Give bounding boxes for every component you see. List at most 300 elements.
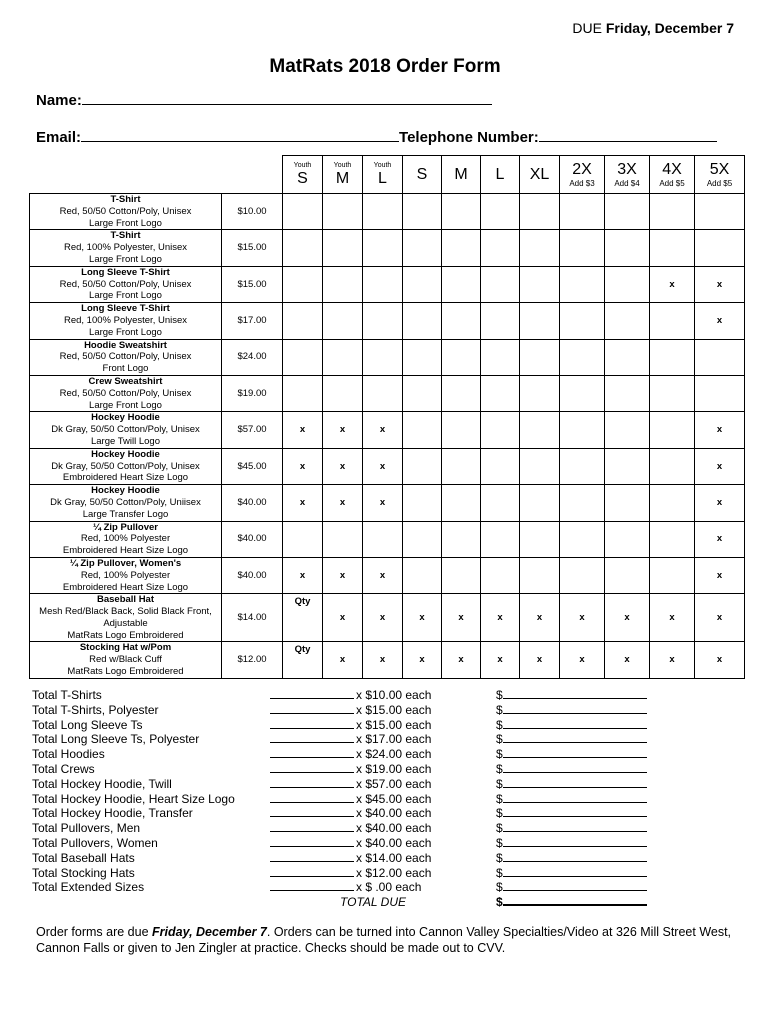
total-label: Total Pullovers, Women [32,835,158,850]
size-qty-cell[interactable] [650,194,695,230]
size-qty-cell[interactable] [520,230,560,266]
size-unavailable-mark: x [695,448,745,484]
size-unavailable-mark: x [323,642,363,678]
unit-price: x $12.00 each [356,865,432,880]
size-qty-cell[interactable] [481,485,520,521]
size-qty-cell[interactable] [442,303,481,339]
item-detail: Large Front Logo [89,217,162,229]
size-label: L [495,165,505,183]
amount-blank[interactable] [503,836,647,847]
size-qty-cell[interactable] [560,485,605,521]
item-title: Long Sleeve T-Shirt [81,266,170,278]
item-description [30,303,222,339]
size-qty-cell[interactable] [605,230,650,266]
total-label: Total Baseball Hats [32,850,135,865]
size-qty-cell[interactable] [403,303,442,339]
size-qty-cell[interactable] [323,303,363,339]
size-qty-cell[interactable] [363,303,403,339]
item-detail: Large Front Logo [89,326,162,338]
total-label: Total Pullovers, Men [32,821,141,836]
size-qty-cell[interactable] [442,194,481,230]
unit-price: x $15.00 each [356,717,432,732]
size-qty-cell[interactable] [605,557,650,593]
size-unavailable-mark: x [403,594,442,642]
unit-price: x $15.00 each [356,702,432,717]
dollar-sign: $ [496,835,503,850]
total-label: Total Long Sleeve Ts, Polyester [32,732,200,747]
size-qty-cell[interactable] [560,266,605,302]
size-qty-cell[interactable] [283,521,323,557]
total-row [32,777,732,792]
table-row [30,339,745,375]
size-unavailable-mark: x [323,412,363,448]
item-detail: Dk Gray, 50/50 Cotton/Poly, Unisex [51,460,200,472]
size-unavailable-mark: x [323,557,363,593]
footer-before: Order forms are due [36,925,153,939]
size-qty-cell[interactable] [442,448,481,484]
total-row [32,836,732,851]
size-qty-cell[interactable] [481,557,520,593]
phone-field[interactable] [539,127,717,142]
size-qty-cell[interactable] [520,557,560,593]
size-qty-cell[interactable] [695,339,745,375]
size-unavailable-mark: x [323,485,363,521]
quantity-blank[interactable] [270,777,354,788]
amount-blank[interactable] [503,703,647,714]
size-qty-cell[interactable] [283,230,323,266]
size-unavailable-mark: x [695,521,745,557]
total-label: Total T-Shirts [32,688,102,702]
size-qty-cell[interactable] [520,194,560,230]
dollar-sign: $ [496,880,503,895]
size-qty-cell[interactable] [403,557,442,593]
item-detail: Dk Gray, 50/50 Cotton/Poly, Unisex [51,424,200,436]
size-qty-cell[interactable] [323,230,363,266]
item-detail: Red, 50/50 Cotton/Poly, Unisex [59,205,192,217]
size-qty-cell[interactable] [481,266,520,302]
amount-wrap [496,703,696,718]
size-unavailable-mark: x [442,642,481,678]
size-qty-cell[interactable] [363,266,403,302]
email-field[interactable] [81,127,399,142]
quantity-blank[interactable] [270,821,354,832]
size-qty-cell[interactable] [363,521,403,557]
size-qty-cell[interactable] [481,230,520,266]
quantity-blank[interactable] [270,718,354,729]
item-title: T-Shirt [110,230,141,242]
table-row [30,642,745,678]
amount-blank[interactable] [503,762,647,773]
item-title: Long Sleeve T-Shirt [81,303,170,315]
size-unavailable-mark: x [605,594,650,642]
item-title: Hockey Hoodie [91,448,160,460]
size-qty-cell[interactable] [323,521,363,557]
due-date: Friday, December 7 [605,20,734,36]
item-detail: Large Front Logo [89,253,162,265]
unit-price: x $24.00 each [356,747,432,762]
size-qty-cell[interactable] [403,339,442,375]
dollar-sign: $ [496,732,503,747]
amount-blank[interactable] [503,747,647,758]
item-price: $12.00 [222,642,283,678]
footer-after: . Orders can be turned into Cannon Valley Specialties/Video at 326 Mill Street West, Cannon Falls or given to Jen Zingler at practice. Checks should be made out to CVV. [36,925,732,955]
size-unavailable-mark: x [403,642,442,678]
size-qty-cell[interactable] [560,230,605,266]
table-row [30,521,745,557]
size-qty-cell[interactable] [481,521,520,557]
size-unavailable-mark: x [650,266,695,302]
size-qty-cell[interactable] [363,375,403,411]
size-qty-cell[interactable] [403,485,442,521]
size-qty-cell[interactable] [650,230,695,266]
size-qty-cell[interactable] [442,521,481,557]
size-youth-label: Youth [373,162,392,169]
size-unavailable-mark: x [363,448,403,484]
quantity-blank-wrap [270,866,356,881]
amount-wrap [496,732,696,747]
table-row [30,266,745,302]
size-qty-cell[interactable] [520,412,560,448]
unit-price: x $19.00 each [356,761,432,776]
size-qty-cell[interactable] [605,303,650,339]
size-qty-cell[interactable] [605,194,650,230]
size-qty-cell[interactable] [520,339,560,375]
size-header [560,156,605,194]
size-qty-cell[interactable] [403,266,442,302]
size-qty-cell[interactable] [481,303,520,339]
amount-blank[interactable] [503,688,647,699]
size-unavailable-mark: x [363,412,403,448]
size-youth-label: Youth [293,162,312,169]
unit-price: x $40.00 each [356,821,432,836]
size-qty-cell[interactable] [481,448,520,484]
size-qty-cell[interactable] [481,339,520,375]
quantity-blank-wrap [270,718,356,733]
size-surcharge: Add $5 [706,178,733,188]
size-unavailable-mark: x [695,594,745,642]
size-qty-cell[interactable] [605,521,650,557]
name-row [36,90,492,109]
item-description [30,521,222,557]
size-header [481,156,520,194]
size-unavailable-mark: x [650,642,695,678]
total-due-label: TOTAL DUE [340,895,407,910]
size-qty-cell[interactable] [442,230,481,266]
size-qty-cell[interactable] [283,194,323,230]
size-qty-cell[interactable] [442,266,481,302]
quantity-blank[interactable] [270,762,354,773]
size-qty-cell[interactable] [363,194,403,230]
name-label: Name: [36,92,82,109]
amount-wrap [496,880,696,895]
amount-blank[interactable] [503,777,647,788]
email-label: Email: [36,129,82,146]
dollar-sign: $ [496,895,503,910]
item-detail: Large Twill Logo [90,435,160,447]
total-row [32,747,732,762]
size-qty-cell[interactable] [560,194,605,230]
size-qty-cell[interactable] [323,266,363,302]
item-description [30,412,222,448]
size-qty-cell[interactable] [650,557,695,593]
page-title: MatRats 2018 Order Form [269,56,501,77]
dollar-sign: $ [496,776,503,791]
size-qty-cell[interactable] [520,375,560,411]
item-detail: Front Logo [102,363,149,375]
size-qty-cell[interactable] [520,485,560,521]
size-unavailable-mark: x [363,485,403,521]
quantity-blank[interactable] [270,703,354,714]
size-label: L [378,170,387,187]
size-label: M [335,170,350,187]
size-unavailable-mark: x [520,642,560,678]
size-qty-cell[interactable] [520,266,560,302]
size-qty-cell[interactable] [403,412,442,448]
dollar-sign: $ [496,791,503,806]
size-label: 3X [617,160,637,178]
item-description [30,230,222,266]
item-title: ¼ Zip Pullover, Women's [69,557,182,569]
size-unavailable-mark: x [363,557,403,593]
table-row [30,448,745,484]
size-surcharge: Add $4 [614,178,640,188]
quantity-blank[interactable] [270,688,354,699]
total-label: Total Hockey Hoodie, Transfer [32,806,193,821]
size-qty-cell[interactable] [403,521,442,557]
quantity-blank[interactable] [270,747,354,758]
amount-blank[interactable] [503,718,647,729]
item-price: $40.00 [222,521,283,557]
amount-wrap [496,806,696,821]
amount-wrap [496,851,696,866]
size-qty-cell[interactable] [605,375,650,411]
size-qty-cell[interactable] [605,339,650,375]
size-qty-cell[interactable] [283,339,323,375]
item-detail: Red, 50/50 Cotton/Poly, Unisex [59,351,192,363]
size-qty-cell[interactable] [442,375,481,411]
total-label: Total Stocking Hats [32,865,135,880]
size-qty-cell[interactable] [560,375,605,411]
unit-price: x $10.00 each [356,688,432,702]
quantity-blank-wrap [270,732,356,747]
size-label: S [297,170,308,187]
amount-blank[interactable] [503,866,647,877]
size-qty-cell[interactable] [481,412,520,448]
size-qty-cell[interactable] [605,448,650,484]
qty-cell[interactable]: Qty [283,642,323,678]
size-qty-cell[interactable] [481,194,520,230]
item-detail: Red, 100% Polyester [80,533,171,545]
item-detail: Embroidered Heart Size Logo [62,545,189,557]
quantity-blank[interactable] [270,732,354,743]
size-unavailable-mark: x [695,642,745,678]
totals-section [32,688,732,910]
amount-blank[interactable] [503,806,647,817]
amount-blank[interactable] [503,792,647,803]
size-qty-cell[interactable] [442,339,481,375]
item-price: $15.00 [222,266,283,302]
quantity-blank[interactable] [270,836,354,847]
size-qty-cell[interactable] [363,230,403,266]
dollar-sign: $ [496,850,503,865]
dollar-sign: $ [496,806,503,821]
size-header [442,156,481,194]
quantity-blank[interactable] [270,851,354,862]
size-qty-cell[interactable] [520,521,560,557]
unit-price: x $57.00 each [356,776,432,791]
size-qty-cell[interactable] [363,339,403,375]
size-qty-cell[interactable] [650,412,695,448]
item-price: $14.00 [222,594,283,642]
item-detail: Red, 100% Polyester, Unisex [63,242,188,254]
qty-cell[interactable]: Qty [283,594,323,642]
header-blank [30,156,283,194]
total-due-blank[interactable] [503,895,647,906]
total-row [32,718,732,733]
item-detail: Red, 50/50 Cotton/Poly, Unisex [59,278,192,290]
size-qty-cell[interactable] [283,303,323,339]
unit-price: x $17.00 each [356,732,432,747]
size-qty-cell[interactable] [560,448,605,484]
item-title: Hoodie Sweatshirt [84,339,167,351]
total-label: Total Crews [32,761,95,776]
size-label: 2X [572,160,592,178]
size-unavailable-mark: x [283,448,323,484]
item-title: ¼ Zip Pullover [93,521,158,533]
quantity-blank[interactable] [270,880,354,891]
size-qty-cell[interactable] [520,303,560,339]
item-description [30,266,222,302]
amount-wrap [496,688,696,703]
size-qty-cell[interactable] [323,194,363,230]
table-row [30,557,745,593]
size-qty-cell[interactable] [283,375,323,411]
size-qty-cell[interactable] [560,303,605,339]
amount-blank[interactable] [503,880,647,891]
item-description [30,194,222,230]
size-qty-cell[interactable] [695,230,745,266]
quantity-blank-wrap [270,806,356,821]
quantity-blank[interactable] [270,806,354,817]
amount-blank[interactable] [503,732,647,743]
size-qty-cell[interactable] [442,557,481,593]
item-detail: Red, 100% Polyester [80,569,171,581]
size-unavailable-mark: x [695,303,745,339]
size-qty-cell[interactable] [650,521,695,557]
item-description [30,557,222,593]
size-qty-cell[interactable] [560,521,605,557]
dollar-sign: $ [496,761,503,776]
item-detail: Embroidered Heart Size Logo [62,472,189,484]
item-detail: Red w/Black Cuff [89,654,162,666]
size-qty-cell[interactable] [403,194,442,230]
size-qty-cell[interactable] [403,375,442,411]
table-row [30,230,745,266]
size-qty-cell[interactable] [560,339,605,375]
due-date-header [572,20,734,36]
size-unavailable-mark: x [695,412,745,448]
table-row [30,375,745,411]
size-qty-cell[interactable] [650,339,695,375]
dollar-sign: $ [496,821,503,836]
size-qty-cell[interactable] [605,266,650,302]
size-unavailable-mark: x [560,594,605,642]
size-unavailable-mark: x [363,642,403,678]
size-qty-cell[interactable] [283,266,323,302]
total-row [32,792,732,807]
dollar-sign: $ [496,717,503,732]
amount-wrap [496,777,696,792]
email-row [36,127,717,146]
total-label: Total T-Shirts, Polyester [32,702,159,717]
size-header [520,156,560,194]
size-qty-cell[interactable] [560,412,605,448]
size-qty-cell[interactable] [403,448,442,484]
item-description [30,642,222,678]
item-price: $45.00 [222,448,283,484]
size-label: 4X [662,160,682,178]
size-unavailable-mark: x [442,594,481,642]
size-qty-cell[interactable] [695,194,745,230]
name-field[interactable] [82,90,492,105]
total-due-amount [496,895,696,910]
size-qty-cell[interactable] [323,339,363,375]
unit-price: x $ .00 each [356,880,422,895]
size-qty-cell[interactable] [520,448,560,484]
size-unavailable-mark: x [650,594,695,642]
item-price: $19.00 [222,375,283,411]
item-price: $10.00 [222,194,283,230]
quantity-blank-wrap [270,688,356,703]
amount-wrap [496,866,696,881]
total-row [32,732,732,747]
size-qty-cell[interactable] [650,485,695,521]
size-qty-cell[interactable] [560,557,605,593]
size-qty-cell[interactable] [605,485,650,521]
quantity-blank[interactable] [270,866,354,877]
amount-wrap [496,836,696,851]
quantity-blank-wrap [270,836,356,851]
item-description [30,339,222,375]
size-qty-cell[interactable] [650,448,695,484]
size-qty-cell[interactable] [650,303,695,339]
amount-blank[interactable] [503,821,647,832]
size-qty-cell[interactable] [695,375,745,411]
size-unavailable-mark: x [283,557,323,593]
unit-price: x $45.00 each [356,791,432,806]
item-price: $57.00 [222,412,283,448]
total-row [32,821,732,836]
size-qty-cell[interactable] [442,485,481,521]
size-unavailable-mark: x [481,594,520,642]
item-title: Hockey Hoodie [91,485,160,497]
size-qty-cell[interactable] [650,375,695,411]
item-title: Hockey Hoodie [91,412,160,424]
quantity-blank-wrap [270,762,356,777]
size-unavailable-mark: x [323,448,363,484]
size-qty-cell[interactable] [481,375,520,411]
size-qty-cell[interactable] [323,375,363,411]
dollar-sign: $ [496,702,503,717]
size-qty-cell[interactable] [442,412,481,448]
amount-wrap [496,747,696,762]
size-qty-cell[interactable] [403,230,442,266]
amount-blank[interactable] [503,851,647,862]
quantity-blank[interactable] [270,792,354,803]
item-detail: Adjustable [103,617,148,629]
size-qty-cell[interactable] [605,412,650,448]
item-title: Baseball Hat [96,594,155,606]
